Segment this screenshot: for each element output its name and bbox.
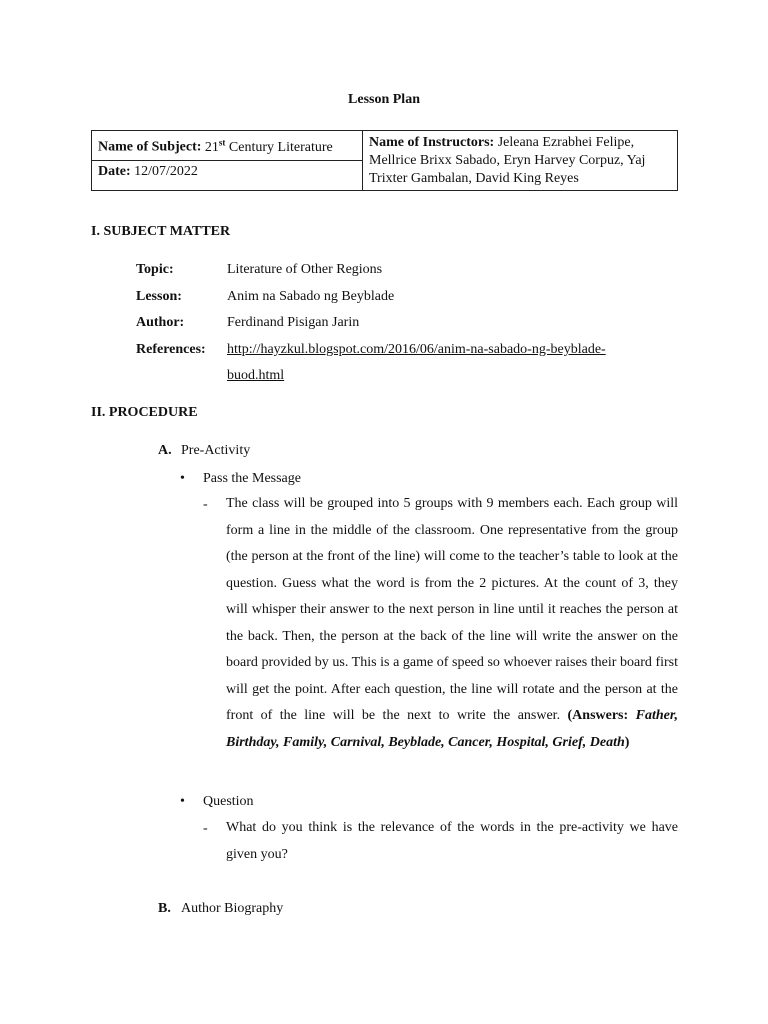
- answers-open: (Answers:: [567, 708, 629, 723]
- references-label: References:: [136, 342, 206, 357]
- date-label: Date:: [98, 163, 131, 179]
- procedure-heading: II. PROCEDURE: [91, 405, 198, 420]
- section-b-letter: B.: [158, 901, 171, 916]
- header-table: [91, 130, 678, 191]
- bullet-question: [180, 794, 254, 810]
- dash-icon: -: [203, 497, 208, 512]
- bullet-pass-message-label: Pass the Message: [203, 471, 301, 486]
- date-value: 12/07/2022: [134, 163, 198, 179]
- lesson-value: Anim na Sabado ng Beyblade: [227, 289, 395, 304]
- references-link-line2[interactable]: buod.html: [227, 368, 285, 383]
- answers-list: Father, Birthday, Family, Carnival, Beyblade, Cancer, Hospital, Grief, Death: [226, 708, 679, 750]
- lesson-label: Lesson:: [136, 289, 182, 304]
- author-value: Ferdinand Pisigan Jarin: [227, 315, 360, 330]
- topic-value: Literature of Other Regions: [227, 262, 383, 277]
- section-b-title: Author Biography: [181, 901, 284, 916]
- section-a-title: Pre-Activity: [181, 443, 251, 458]
- bullet-icon: •: [180, 794, 185, 809]
- dash-icon: -: [203, 821, 208, 836]
- section-a-letter: A.: [158, 443, 172, 458]
- bullet-icon: •: [180, 471, 185, 486]
- instructors-cell: [363, 131, 678, 191]
- bullet-question-label: Question: [203, 794, 254, 809]
- page-title: Lesson Plan: [348, 92, 420, 107]
- topic-label: Topic:: [136, 262, 174, 277]
- date-cell: [92, 160, 363, 190]
- subject-cell: [92, 131, 363, 161]
- author-label: Author:: [136, 315, 185, 330]
- subject-matter-heading: I. SUBJECT MATTER: [91, 224, 231, 239]
- instructors-value: Jeleana Ezrabhei Felipe, Mellrice Brixx Sabado, Eryn Harvey Corpuz, Yaj Trixter Gambalan, David King Reyes: [369, 135, 646, 186]
- question-paragraph: What do you think is the relevance of the words in the pre-activity we have given you?: [226, 820, 678, 862]
- instructors-label: Name of Instructors:: [369, 135, 495, 150]
- references-link-line1[interactable]: http://hayzkul.blogspot.com/2016/06/anim-na-sabado-ng-beyblade-: [227, 342, 606, 357]
- subject-value: 21st Century Literature: [204, 137, 333, 155]
- subject-label: Name of Subject:: [98, 139, 202, 155]
- answers-close: ): [624, 734, 630, 750]
- bullet-pass-message: [180, 471, 301, 487]
- pass-message-paragraph: [226, 491, 678, 791]
- pass-message-text: The class will be grouped into 5 groups with 9 members each. Each group will form a line in the middle of the classroom. One representative from the group (the person at the front of the line) will come to the teacher’s table to look at the question. Guess what the word is from the 2 pictures. At the count of 3, they will whisper their answer to the next person in line until it reaches the person at the back. Then, the person at the back of the line will write the answer on the board provided by us. This is a game of speed so whoever raises their board first will get the point. After each question, the line will rotate and the person at the front of the line will be the next to write the answer.: [226, 496, 678, 723]
